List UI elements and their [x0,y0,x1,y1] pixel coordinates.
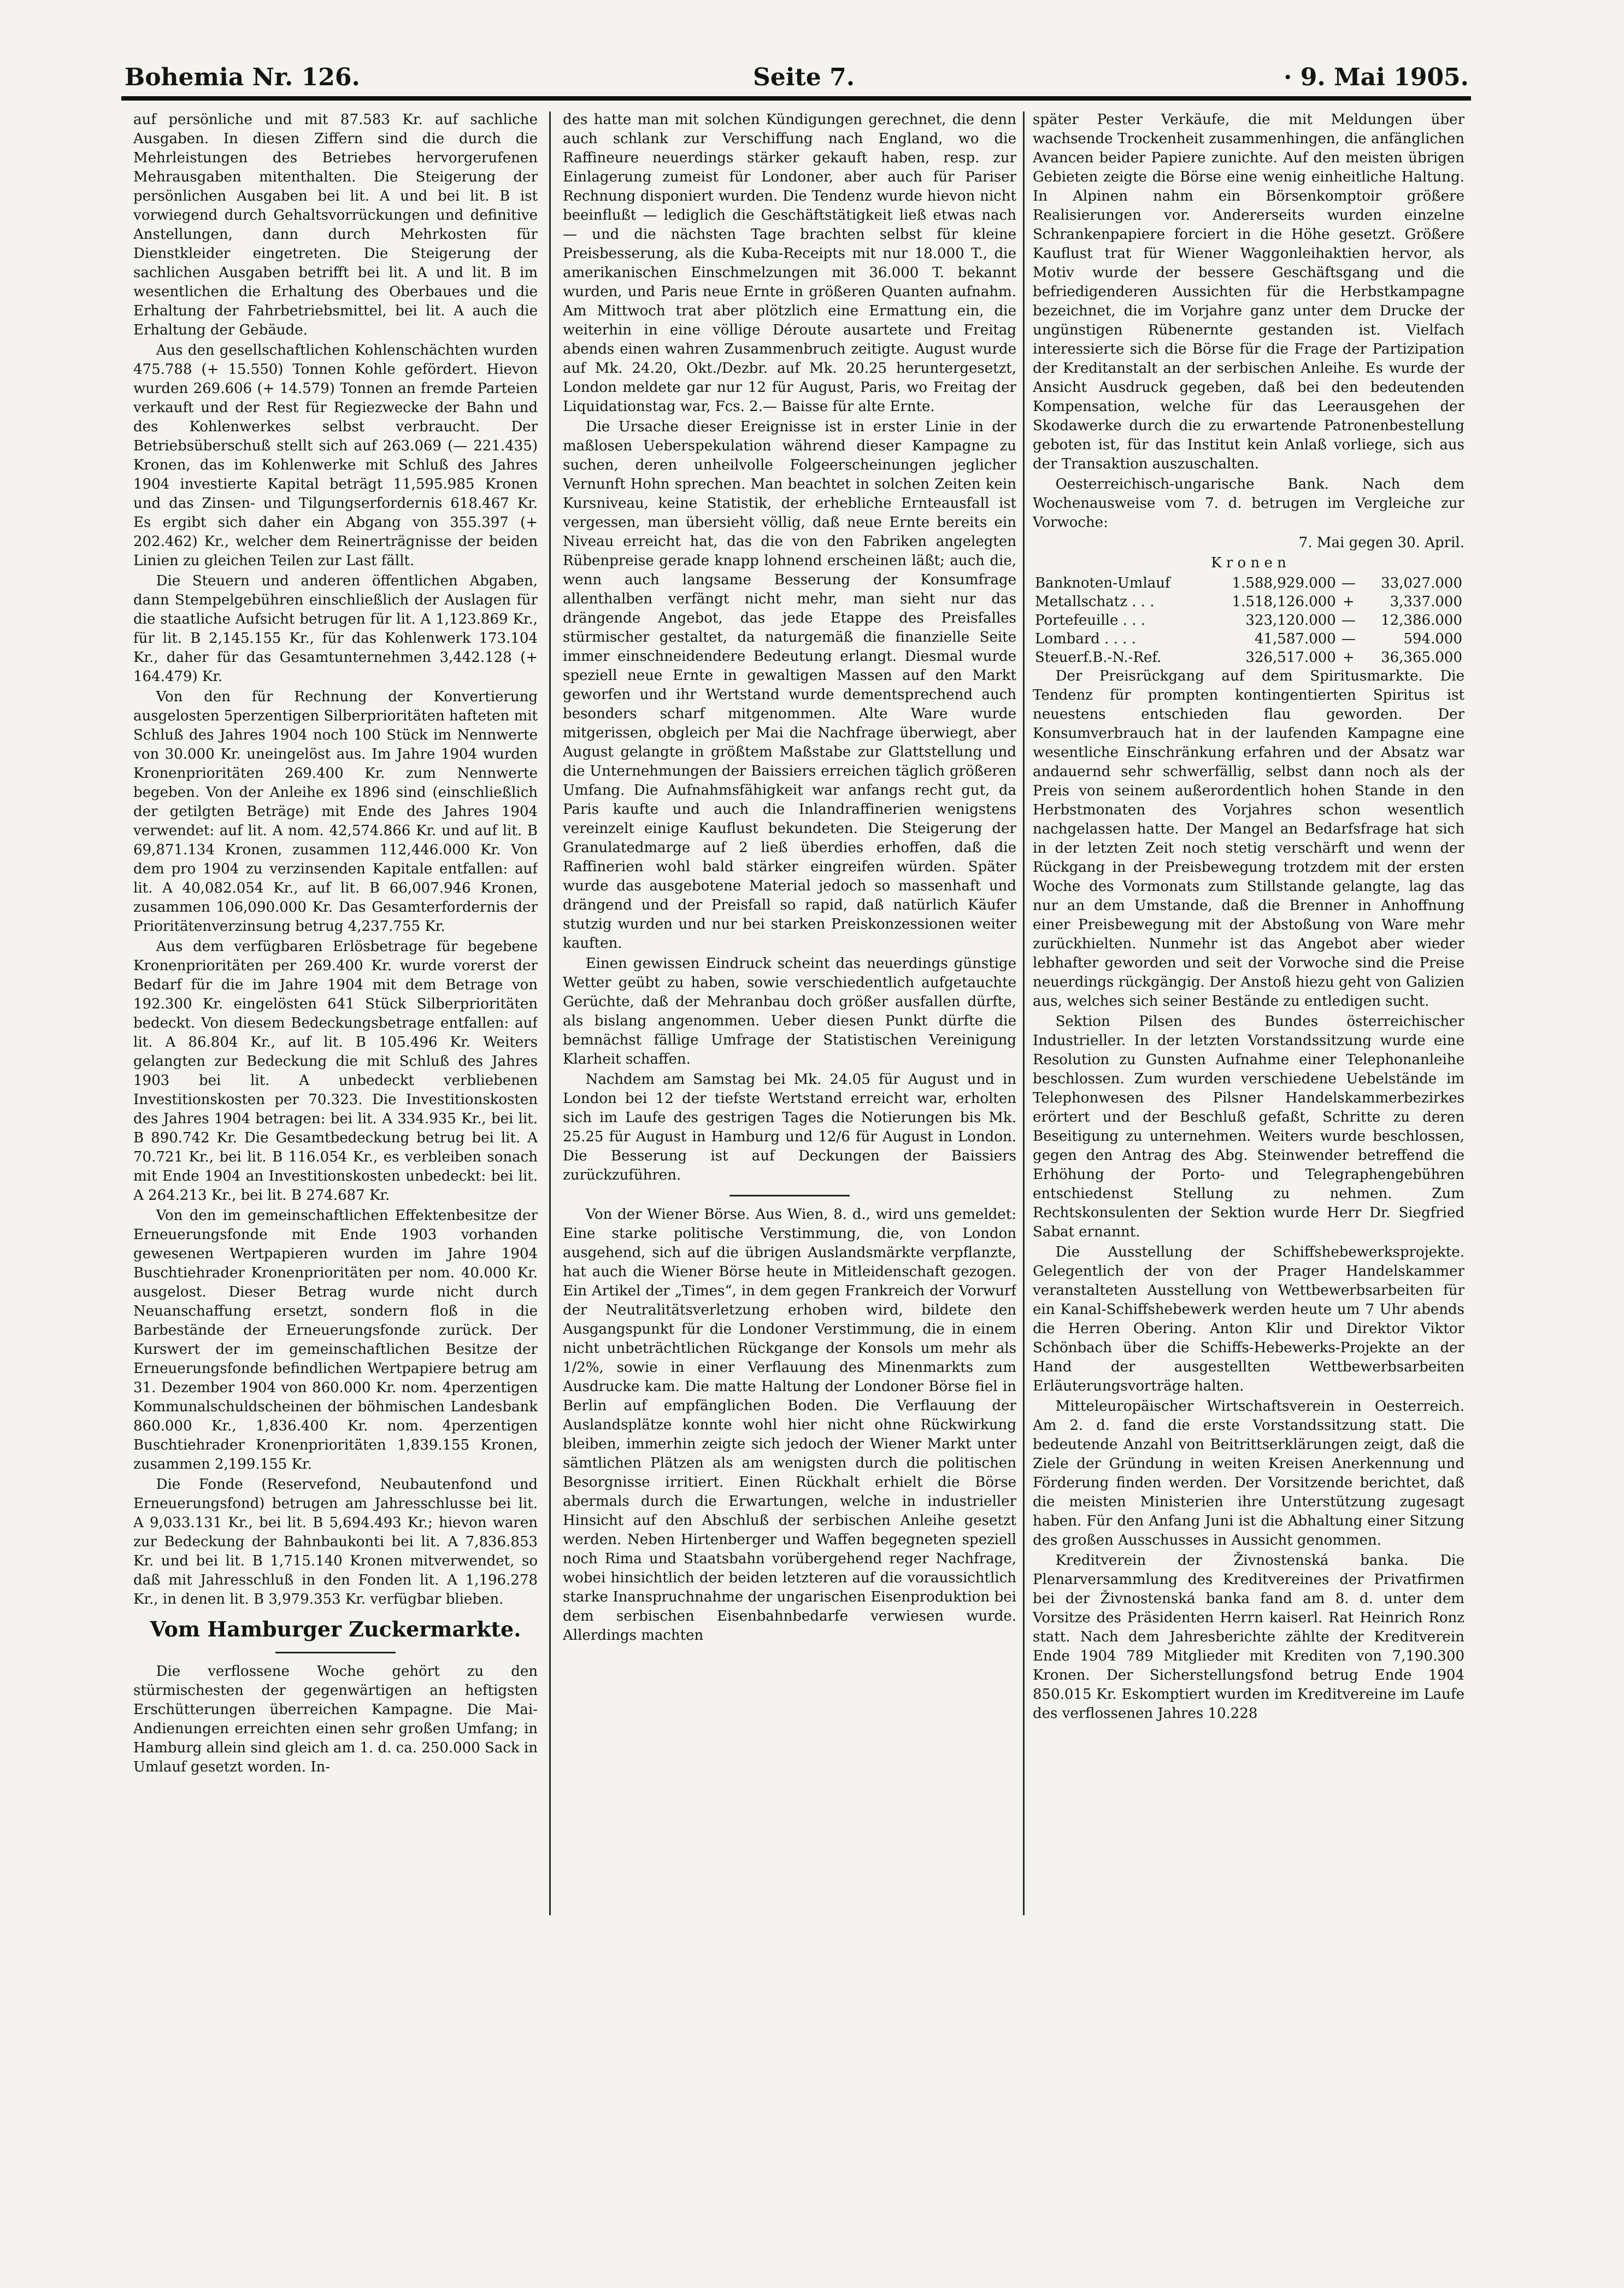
paragraph: Kreditverein der Živnostenská banka. Die Plenarversammlung des Kreditvereines der Privatfirmen bei der Živnostenská banka fand am 8. d. unter dem Vorsitze des Präsidenten Herrn kaiserl. Rat Heinrich Ronz statt. Nach dem Jahresberichte zählte der Kreditverein Ende 1904 789 Mitglieder mit Krediten von 7,190.300 Kronen. Der Sicherstellungsfond betrug Ende 1904 850.015 Kr. Eskomptiert wurden im Kreditvereine im Laufe des verflossenen Jahres 10.228 [1033,1552,1464,1722]
table-row [1033,574,1464,592]
table-cell: 41,587.000 [1254,631,1336,647]
paragraph: Von den im gemeinschaftlichen Effektenbesitze der Erneuerungsfonde mit Ende 1903 vorhanden gewesenen Wertpapieren wurden im Jahre 1904 Buschtiehrader Kronenprioritäten per nom. 40.000 Kr. ausgelost. Dieser Betrag wurde nicht durch Neuanschaffung ersetzt, sondern floß in die Barbestände der Erneuerungsfonde zurück. Der Kurswert der im gemeinschaftlichen Besitze der Erneuerungsfonde befindlichen Wertpapiere betrug am 31. Dezember 1904 von 860.000 Kr. nom. 4perzentigen Kommunalschuldscheinen der böhmischen Landesbank 860.000 Kr., 1,836.400 Kr. nom. 4perzentigen Buschtiehrader Kronenprioritäten 1,839.155 Kronen, zusammen 2,199.155 Kr. [133,1207,538,1472]
table-cell: 12,386.000 [1381,612,1462,629]
header-rule [121,96,1471,101]
paragraph: Nachdem am Samstag bei Mk. 24.05 für August und in London bei 12 der tiefste Wertstand erreicht war, erholten sich im Laufe des gestrigen Tages die Notierungen bis Mk. 25.25 für August in Hamburg und 12/6 für August in London. Die Besserung ist auf Deckungen der Baissiers zurückzuführen. [563,1071,1016,1183]
paragraph: Die Ausstellung der Schiffshebewerksprojekte. Gelegentlich der von der Prager Handelskammer veranstalteten Ausstellung von Wettbewerbsarbeiten für ein Kanal-Schiffshebewerk werden heute um 7 Uhr abends die Herren Obering. Anton Klir und Direktor Viktor Schönbach über die Schiffs-Hebewerks-Projekte an der Hand der ausgestellten Wettbewerbsarbeiten Erläuterungsvorträge halten. [1033,1244,1464,1394]
paragraph: Aus den gesellschaftlichen Kohlenschächten wurden 475.788 (+ 15.550) Tonnen Kohle gefördert. Hievon wurden 269.606 (+ 14.579) Tonnen an fremde Parteien verkauft und der Rest für Regiezwecke der Bahn und des Kohlenwerkes selbst verbraucht. Der Betriebsüberschuß stellt sich auf 263.069 (— 221.435) Kronen, das im Kohlenwerke mit Schluß des Jahres 1904 investierte Kapital beträgt 11,595.985 Kronen und das Zinsen- und Tilgungserfordernis 618.467 Kr. Es ergibt sich daher ein Abgang von 355.397 (+ 202.462) Kr., welcher dem Reinerträgnisse der beiden Linien zu gleichen Teilen zur Last fällt. [133,342,538,569]
table-cell: 33,027.000 [1381,575,1462,591]
table-cell: + [1342,594,1355,610]
article-headline: Vom Hamburger Zuckermarkte. [150,1617,521,1641]
bank-statement-table [1033,574,1464,667]
paragraph: Von der Wiener Börse. Aus Wien, 8. d., wird uns gemeldet: Eine starke politische Verstimmung, die, von London ausgehend, sich auf die übrigen Auslandsmärkte verpflanzte, hat auch die Wiener Börse heute in Mitleidenschaft gezogen. Ein Artikel der „Times“, in dem gegen Frankreich der Vorwurf der Neutralitätsverletzung erhoben wird, bildete den Ausgangspunkt für die Londoner Verstimmung, die in einem nicht unbeträchtlichen Rückgange der Konsols um mehr als 1/2%, sowie in einer Verflauung des Minenmarkts zum Ausdrucke kam. Die matte Haltung der Londoner Börse fiel in Berlin auf empfänglichen Boden. Die Verflauung der Auslandsplätze konnte wohl hier nicht ohne Rückwirkung bleiben, immerhin zeigte sich jedoch der Wiener Markt unter sämtlichen Plätzen als am wenigsten durch die politischen Besorgnisse irritiert. Einen Rückhalt erhielt die Börse abermals durch die Erwartungen, welche in industrieller Hinsicht auf den Abschluß der serbischen Anleihe gesetzt werden. Neben Hirtenberger und Waffen begegneten speziell noch Rima und Staatsbahn vorübergehend reger Nachfrage, wobei hinsichtlich der beiden letzteren auf die voraussichtlich starke Inanspruchnahme der ungarischen Eisenproduktion bei dem serbischen Eisenbahnbedarfe verwiesen wurde. Allerdings machten [563,1206,1016,1644]
paragraph: auf persönliche und mit 87.583 Kr. auf sachliche Ausgaben. In diesen Ziffern sind die durch die Mehrleistungen des Betriebes hervorgerufenen Mehrausgaben mitenthalten. Die Steigerung der persönlichen Ausgaben bei lit. A und bei lit. B ist vorwiegend durch Gehaltsvorrückungen und definitive Anstellungen, dann durch Mehrkosten für Dienstkleider eingetreten. Die Steigerung der sachlichen Ausgaben betrifft bei lit. A und lit. B im wesentlichen die Erhaltung des Oberbaues und die Erhaltung der Fahrbetriebsmittel, bei lit. A auch die Erhaltung der Gebäude. [133,112,538,338]
table-cell: — [1341,575,1356,591]
table-cell: Metallschatz . . . [1035,594,1155,610]
table-row [1033,648,1464,667]
page-number: Seite 7. [753,63,855,91]
headline-rule [275,1652,396,1653]
column-divider-1 [549,112,551,1915]
section-rule [729,1195,850,1196]
paragraph: Mitteleuropäischer Wirtschaftsverein in Oesterreich. Am 2. d. fand die erste Vorstandssitzung statt. Die bedeutende Anzahl von Beitrittserklärungen zeigt, daß die Ziele der Gründung in weiten Kreisen Anerkennung und Förderung finden werden. Der Vorsitzende berichtet, daß die meisten Ministerien ihre Unterstützung zugesagt haben. Für den Anfang Juni ist die Abhaltung einer Sitzung des großen Ausschusses in Aussicht genommen. [1033,1398,1464,1548]
table-cell: 36,365.000 [1381,649,1462,666]
table-cell: + [1342,649,1355,666]
table-cell: 326,517.000 [1245,649,1336,666]
table-cell: Banknoten-Umlauf [1035,575,1170,591]
table-cell: Steuerf.B.-N.-Ref. [1035,649,1162,666]
paragraph: später Pester Verkäufe, die mit Meldungen über wachsende Trockenheit zusammenhingen, die anfänglichen Avancen beider Papiere zunichte. Auf den meisten übrigen Gebieten zeigte die Börse eine wenig einheitliche Haltung. In Alpinen nahm ein Börsenkomptoir größere Realisierungen vor. Andererseits wurden einzelne Schrankenpapiere forciert in die Höhe gesetzt. Größere Kauflust trat für Wiener Waggonleihaktien hervor, als Motiv wurde der bessere Geschäftsgang und die befriedigenderen Aussichten für die Herbstkampagne bezeichnet, die im Vorjahre ganz unter dem Drucke der ungünstigen Rübenernte gestanden ist. Vielfach interessierte sich die Börse für die Frage der Partizipation der Kreditanstalt an der serbischen Anleihe. Es wurde der Ansicht Ausdruck gegeben, daß bei den bedeutenden Kompensation, welche für das Leerausgehen der Skodawerke durch die zu erwartende Patronenbestellung geboten ist, für das Institut kein Anlaß vorliege, sich aus der Transaktion auszuschalten. [1033,112,1464,472]
column-1 [133,110,538,1969]
paragraph: Die Fonde (Reservefond, Neubautenfond und Erneuerungsfond) betrugen am Jahresschlusse bei lit. A 9,033.131 Kr., bei lit. B 5,694.493 Kr.; hievon waren zur Bedeckung der Bahnbaukonti bei lit. A 7,836.853 Kr. und bei lit. B 1,715.140 Kronen mitverwendet, so daß mit Jahresschluß in den Fonden lit. A 1,196.278 Kr., in denen lit. B 3,979.353 Kr. verfügbar blieben. [133,1476,538,1608]
table-cell: Lombard . . . . [1035,631,1136,647]
table-cell: 3,337.000 [1390,594,1462,610]
paragraph: Einen gewissen Eindruck scheint das neuerdings günstige Wetter geübt zu haben, sowie verschiedentlich aufgetauchte Gerüchte, daß der Mehranbau doch größer ausfallen dürfte, als bislang angenommen. Ueber diesen Punkt dürfte die bemnächst fällige Umfrage der Statistischen Vereinigung Klarheit schaffen. [563,955,1016,1067]
issue-date: · 9. Mai 1905. [1284,63,1469,91]
table-cell: — [1341,631,1356,647]
page-header [125,59,1469,97]
paragraph: Sektion Pilsen des Bundes österreichischer Industrieller. In der letzten Vorstandssitzung wurde eine Resolution zu Gunsten Aufnahme einer Telephonanleihe beschlossen. Zum wurden verschiedene Uebelstände im Telephonwesen des Pilsner Handelskammerbezirkes erörtert und der Beschluß gefaßt, Schritte zu deren Beseitigung zu unternehmen. Weiters wurde beschlossen, gegen den Antrag des Abg. Steinwender betreffend die Erhöhung der Porto- und Telegraphengebühren entschiedenst Stellung zu nehmen. Zum Rechtskonsulenten der Sektion wurde Herr Dr. Siegfried Sabat ernannt. [1033,1013,1464,1240]
table-row [1033,630,1464,648]
paragraph: des hatte man mit solchen Kündigungen gerechnet, die denn auch schlank zur Verschiffung nach England, wo die Raffineure neuerdings stärker gekauft haben, resp. zur Einlagerung zumeist für Londoner, aber auch für Pariser Rechnung disponiert wurden. Die Tendenz wurde hievon nicht beeinflußt — lediglich die Geschäftstätigkeit ließ etwas nach — und die nächsten Tage brachten selbst für kleine Preisbesserung, als die Kuba-Receipts mit nur 18.000 T., die amerikanischen Einschmelzungen mit 36.000 T. bekannt wurden, und Paris neue Ernte in größeren Quanten aufnahm. Am Mittwoch trat aber plötzlich eine Ermattung ein, die weiterhin in eine völlige Déroute ausartete und Freitag abends einen wahren Zusammenbruch zeitigte. August wurde auf Mk. 24.20, Okt./Dezbr. auf Mk. 20.25 heruntergesetzt, London meldete gar nur 12 für August, Paris, wo Freitag der Liquidationstag war, Fcs. 2.— Baisse für alte Ernte. [563,112,1016,415]
table-row [1033,592,1464,611]
column-2 [563,110,1016,1969]
table-unit: K r o n e n [1211,555,1286,571]
paragraph: Die verflossene Woche gehört zu den stürmischesten der gegenwärtigen an heftigsten Erschütterungen überreichen Kampagne. Die Mai-Andienungen erreichten einen sehr großen Umfang; in Hamburg allein sind gleich am 1. d. ca. 250.000 Sack in Umlauf gesetzt worden. In- [133,1663,538,1775]
paragraph: Die Steuern und anderen öffentlichen Abgaben, dann Stempelgebühren einschließlich der Auslagen für die staatliche Aufsicht betrugen für lit. A 1,123.869 Kr., für lit. B 2,145.155 Kr., für das Kohlenwerk 173.104 Kr., daher für das Gesamtunternehmen 3,442.128 (+ 164.479) Kr. [133,573,538,685]
paragraph: Oesterreichisch-ungarische Bank. Nach dem Wochenausweise vom 7. d. betrugen im Vergleiche zur Vorwoche: [1033,476,1464,531]
paragraph: Aus dem verfügbaren Erlösbetrage für begebene Kronenprioritäten per 269.400 Kr. wurde vorerst der Bedarf für die im Jahre 1904 mit dem Betrage von 192.300 Kr. eingelösten 641 Stück Silberprioritäten bedeckt. Von diesem Bedeckungsbetrage entfallen: auf lit. A 86.804 Kr., auf lit. B 105.496 Kr. Weiters gelangten zur Bedeckung die mit Schluß des Jahres 1903 bei lit. A unbedeckt verbliebenen Investitionskosten per 70.323. Die Investitionskosten des Jahres 1904 betragen: bei lit. A 334.935 Kr., bei lit. B 890.742 Kr. Die Gesamtbedeckung betrug bei lit. A 70.721 Kr., bei lit. B 116.054 Kr., es verbleiben sonach mit Ende 1904 an Investitionskosten unbedeckt: bei lit. A 264.213 Kr., bei lit. B 274.687 Kr. [133,938,538,1204]
paragraph: Von den für Rechnung der Konvertierung ausgelosten 5perzentigen Silberprioritäten hafteten mit Schluß des Jahres 1904 noch 100 Stück im Nennwerte von 30.000 Kr. uneingelöst aus. Im Jahre 1904 wurden Kronenprioritäten 269.400 Kr. zum Nennwerte begeben. Von der Anleihe ex 1896 sind (einschließlich der getilgten Beträge) mit Ende des Jahres 1904 verwendet: auf lit. A nom. 42,574.866 Kr. und auf lit. B 69,871.134 Kronen, zusammen 112,446.000 Kr. Von dem pro 1904 zu verzinsenden Kapitale entfallen: auf lit. A 40,082.054 Kr., auf lit. B 66,007.946 Kronen, zusammen 106,090.000 Kr. Das Gesamterfordernis der Prioritätenverzinsung betrug 4,237.755 Kr. [133,689,538,935]
column-3 [1033,110,1464,1969]
table-cell: 1.588,929.000 [1232,575,1336,591]
masthead-issue: Bohemia Nr. 126. [125,63,360,91]
column-divider-2 [1023,112,1025,1915]
table-caption: 7. Mai gegen 30. April. [1298,535,1464,551]
paragraph: Der Preisrückgang auf dem Spiritusmarkte. Die Tendenz für prompten kontingentierten Spiritus ist neuestens entschieden flau geworden. Der Konsumverbrauch hat in der laufenden Kampagne eine wesentliche Einschränkung erfahren und der Absatz war andauernd sehr schwerfällig, selbst dann noch als der Preis von seinem außerordentlich hohen Stande in den Herbstmonaten des Vorjahres schon wesentlich nachgelassen hatte. Der Mangel an Bedarfsfrage hat sich in der letzten Zeit noch stetig verschärft und wenn der Rückgang in der Preisbewegung trotzdem mit der ersten Woche des Vormonats zum Stillstande gelangte, lag das nur an dem Umstande, daß die Brenner in Anhoffnung einer Preisbewegung mit der Abstoßung von Ware mehr zurückhielten. Nunmehr ist das Angebot aber wieder lebhafter geworden und seit der Vorwoche sind die Preise neuerdings rückgängig. Der Anstoß hiezu geht von Galizien aus, welches sich seiner Bestände zu entledigen sucht. [1033,668,1464,1010]
table-row [1033,611,1464,630]
table-cell: 323,120.000 [1245,612,1336,629]
table-cell: Portefeuille . . . [1035,612,1146,629]
table-cell: — [1341,612,1356,629]
paragraph: Die Ursache dieser Ereignisse ist in erster Linie in der maßlosen Ueberspekulation während dieser Kampagne zu suchen, deren unheilvolle Folgeerscheinungen jeglicher Vernunft Hohn sprechen. Man beachtet in solchen Zeiten kein Kursniveau, keine Statistik, der erhebliche Ernteausfall ist vergessen, man übersieht völlig, daß neue Ernte bereits ein Niveau erreicht hat, das die von den Fabriken angelegten Rübenpreise gerade knapp lohnend erscheinen läßt; auch die, wenn auch langsame Besserung der Konsumfrage allenthalben verfängt nicht mehr, man sieht nur das drängende Angebot, das jede Etappe des Preisfalles stürmischer gestaltet, da naturgemäß die finanzielle Seite immer einschneidendere Bedeutung erlangt. Diesmal wurde speziell neue Ernte in gewaltigen Massen auf den Markt geworfen und ihr Wertstand wurde dementsprechend auch besonders scharf mitgenommen. Alte Ware wurde mitgerissen, obgleich per Mai die Nachfrage überwiegt, aber August gelangte in größtem Maßstabe zur Glattstellung und die Unternehmungen der Baissiers erreichen täglich größeren Umfang. Die Aufnahmsfähigkeit war anfangs recht gut, da Paris kaufte und auch die Inlandraffinerien wenigstens vereinzelt einige Kauflust bekundeten. Die Steigerung der Granulatedmarge auf 2 ließ überdies erhoffen, daß die Raffinerien wohl bald stärker eingreifen würden. Später wurde das ausgebotene Material jedoch so massenhaft und drängend und der Preisfall so rapid, daß natürlich Käufer stutzig wurden und nur bei starken Preiskonzessionen weiter kauften. [563,419,1016,952]
table-cell: 1.518,126.000 [1232,594,1336,610]
table-cell: 594.000 [1403,631,1462,647]
